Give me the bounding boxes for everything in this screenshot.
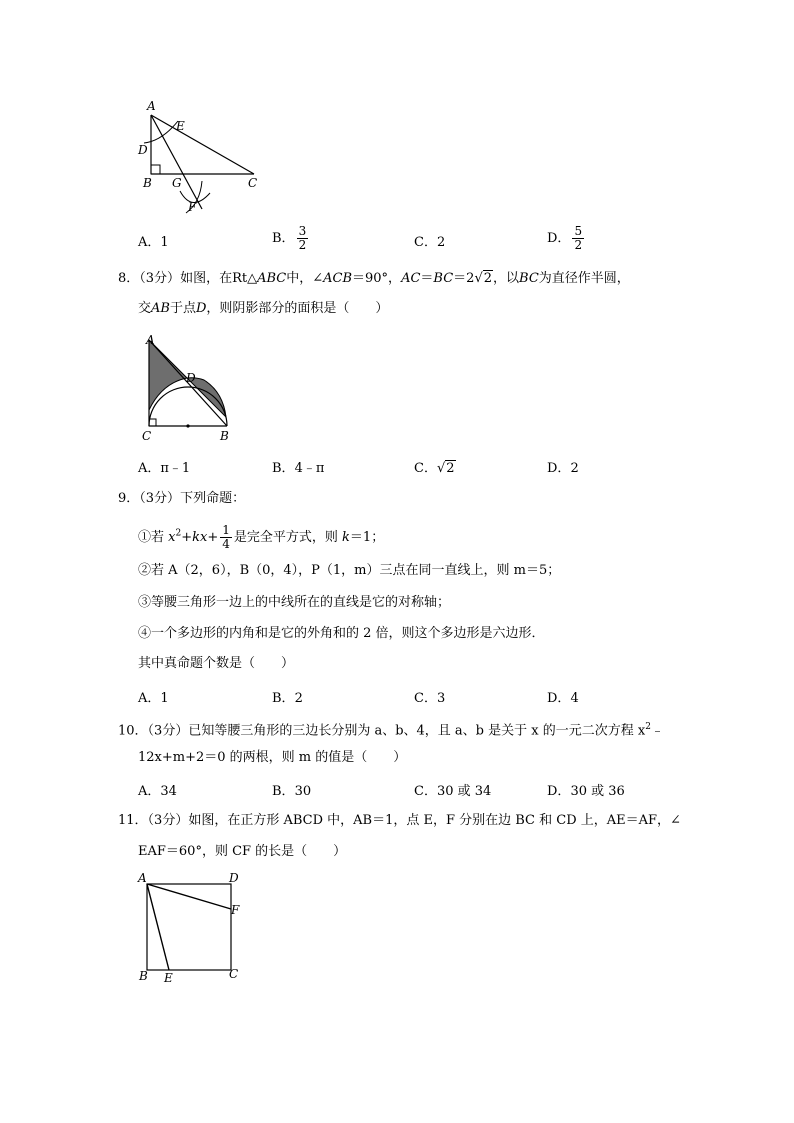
q11-segment-ae <box>147 884 169 970</box>
q8-label-a: A <box>146 333 155 347</box>
q7-arc-de <box>144 121 178 143</box>
q9-stem: 9．（3分）下列命题： <box>118 491 246 506</box>
q10-stem-line1: 10．（3分）已知等腰三角形的三边长分别为 a、b、4，且 a、b 是关于 x 的一元二次方程 $x^2﹣$ <box>118 722 664 739</box>
q10-option-d[interactable]: D．30 或 36 <box>547 784 625 799</box>
q11-stem-line1: 11．（3分）如图，在正方形 ABCD 中，AB＝1，点 E，F 分别在边 BC 和 CD 上，AE＝AF，∠ <box>118 813 681 828</box>
option-letter: C． <box>414 235 437 250</box>
q8-center-point <box>186 424 189 427</box>
fraction: $\frac{5}{2}$ <box>574 224 583 252</box>
question-number: 8． <box>118 271 140 286</box>
q7-label-f: F <box>188 200 197 214</box>
q10-option-a[interactable]: A．34 <box>138 784 177 799</box>
option-letter: A． <box>138 235 161 250</box>
fraction: $\frac{1}{4}$ <box>222 523 230 551</box>
q7-label-c: C <box>248 176 258 190</box>
q8-option-a[interactable]: A．π﹣1 <box>138 461 191 476</box>
q11-label-d: D <box>229 871 239 885</box>
q8-label-c: C <box>142 429 152 443</box>
q7-label-g: G <box>172 176 182 190</box>
q11-label-f: F <box>231 903 240 917</box>
q8-option-c[interactable]: C．√2 <box>414 461 455 476</box>
option-value: 2 <box>436 235 446 250</box>
q7-figure <box>130 95 270 220</box>
q11-label-c: C <box>229 967 239 981</box>
q11-segment-af <box>147 884 231 909</box>
q11-label-a: A <box>138 871 147 885</box>
q8-option-d[interactable]: D．2 <box>547 461 579 476</box>
q7-label-d: D <box>138 143 148 157</box>
q8-label-b: B <box>220 429 229 443</box>
q11-label-e: E <box>164 971 173 985</box>
q7-label-b: B <box>143 176 152 190</box>
q9-item-2: ②若 A（2，6），B（0，4），P（1，m）三点在同一直线上，则 m＝5； <box>138 563 561 578</box>
q8-stem-line2: 交AB于点D，则阴影部分的面积是（ ） <box>138 301 389 316</box>
q8-stem-line1: 8．（3分）如图，在Rt△ABC中，∠ACB＝90°，AC＝BC＝2√2，以BC为直径作半圆， <box>118 271 630 286</box>
q10-option-b[interactable]: B．30 <box>272 784 312 799</box>
q7-label-a: A <box>147 99 156 113</box>
q10-option-c[interactable]: C．30 或 34 <box>414 784 492 799</box>
q11-figure <box>135 868 250 986</box>
score: （3分） <box>139 271 181 286</box>
q8-figure <box>140 330 240 445</box>
q9-option-c[interactable]: C．3 <box>414 691 446 706</box>
q7-option-b[interactable] <box>272 225 310 252</box>
sqrt-symbol: √2 <box>436 461 455 476</box>
q7-label-e: E <box>176 119 185 133</box>
option-value: 1 <box>160 235 169 250</box>
q9-option-d[interactable]: D．4 <box>547 691 579 706</box>
q9-item-3: ③等腰三角形一边上的中线所在的直线是它的对称轴； <box>138 595 451 610</box>
q8-right-angle-mark <box>149 419 156 426</box>
q9-item-1: ①若 $x^2+kx+$ $\frac{1}{4}$ 是完全平方式，则 k＝1； <box>138 523 385 551</box>
q9-question: 其中真命题个数是（ ） <box>138 656 295 671</box>
sqrt-symbol: √2 <box>474 271 493 286</box>
q7-option-c[interactable] <box>414 231 445 250</box>
fraction: $\frac{3}{2}$ <box>298 224 307 252</box>
q7-right-angle-mark <box>151 165 160 174</box>
q8-label-d: D <box>186 371 196 385</box>
q9-option-a[interactable]: A．1 <box>138 691 169 706</box>
q9-item-4: ④一个多边形的内角和是它的外角和的 2 倍，则这个多边形是六边形． <box>138 626 545 641</box>
q8-option-b[interactable]: B．4﹣π <box>272 461 325 476</box>
q10-stem-line2: 12x+m+2＝0 的两根，则 m 的值是（ ） <box>138 750 407 765</box>
option-letter: B． <box>272 231 295 246</box>
q11-label-b: B <box>139 969 148 983</box>
q7-option-d[interactable] <box>547 225 586 252</box>
option-letter: D． <box>547 231 571 246</box>
q11-stem-line2: EAF＝60°，则 CF 的长是（ ） <box>138 844 347 859</box>
q7-option-a[interactable] <box>138 231 169 250</box>
q9-option-b[interactable]: B．2 <box>272 691 303 706</box>
